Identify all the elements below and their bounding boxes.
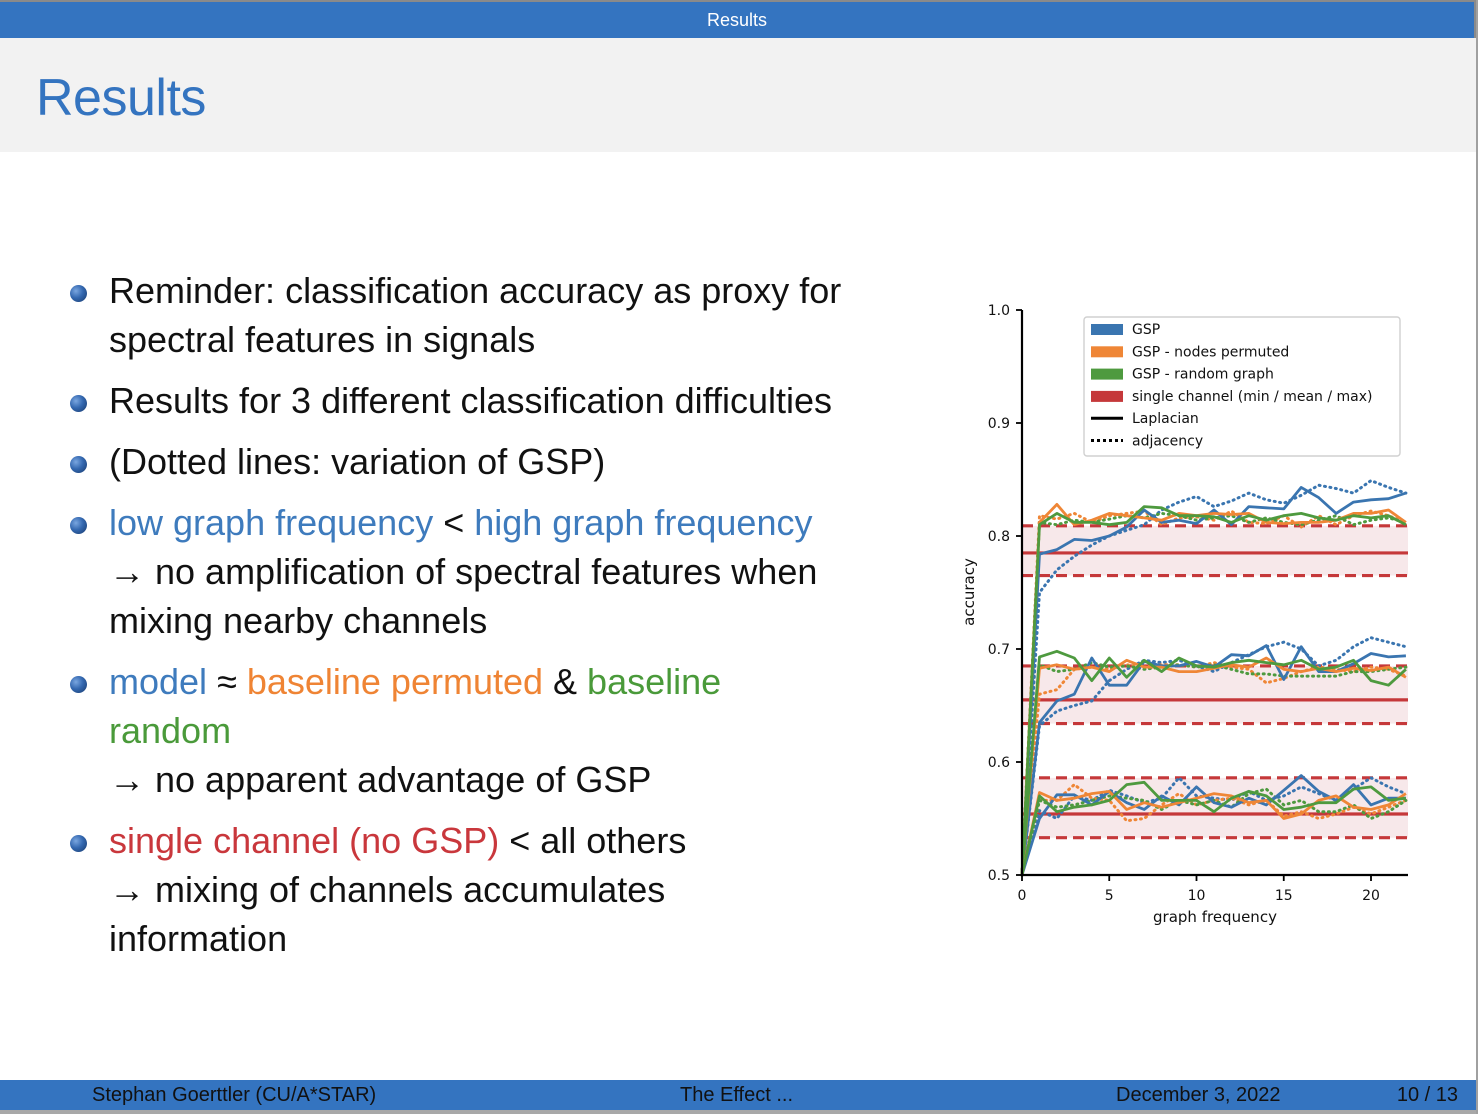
bullet-list <box>68 266 908 975</box>
bullet-ball-icon <box>70 517 87 534</box>
single-channel-text: single channel (no GSP) <box>109 820 500 861</box>
bullet-text: information <box>109 918 288 959</box>
footer-short-title: The Effect ... <box>680 1084 794 1106</box>
accuracy-chart <box>950 290 1430 940</box>
y-tick-label: 0.6 <box>987 755 1010 771</box>
x-tick-label: 5 <box>1104 888 1114 904</box>
legend-label-gsp: GSP <box>1132 322 1161 338</box>
x-tick-label: 20 <box>1362 888 1380 904</box>
bullet-ball-icon <box>70 456 87 473</box>
slide-title: Results <box>36 69 206 127</box>
legend-swatch-gsp-nodes-permuted <box>1091 346 1123 357</box>
less-than-text: < <box>433 502 475 543</box>
bullet-ball-icon <box>70 835 87 852</box>
footer-bar <box>0 1080 1476 1110</box>
legend-label-gsp-nodes-permuted: GSP - nodes permuted <box>1132 344 1290 361</box>
bullet-ball-icon <box>70 285 87 302</box>
bullet-text: → no apparent advantage of GSP <box>109 759 652 800</box>
x-tick-label: 0 <box>1017 888 1027 904</box>
bullet-ball-icon <box>70 395 87 412</box>
ampersand-text: & <box>543 661 588 702</box>
legend-swatch-gsp-random-graph <box>1091 369 1123 380</box>
model-text: model <box>109 661 208 702</box>
y-axis-label: accuracy <box>960 558 978 626</box>
y-tick-label: 0.9 <box>987 416 1010 432</box>
legend-swatch-single-channel-min-mean-max <box>1091 391 1123 402</box>
legend-label-adjacency: adjacency <box>1132 433 1204 450</box>
bullet-text: (Dotted lines: variation of GSP) <box>109 441 606 482</box>
bullet-item <box>68 498 908 645</box>
baseline-random-text-cont: random <box>109 710 232 751</box>
legend-swatch-gsp <box>1091 324 1123 335</box>
bullet-item <box>68 816 908 963</box>
bullet-text: → mixing of channels accumulates <box>109 869 666 910</box>
y-tick-label: 0.8 <box>987 529 1010 545</box>
bullet-text: → no amplification of spectral features when <box>109 551 818 592</box>
y-tick-label: 0.5 <box>987 868 1010 884</box>
bullet-text: mixing nearby channels <box>109 600 488 641</box>
bullet-ball-icon <box>70 676 87 693</box>
footer-date: December 3, 2022 <box>1116 1084 1281 1106</box>
baseline-random-text: baseline <box>587 661 722 702</box>
section-title: Results <box>706 10 768 30</box>
x-axis-label: graph frequency <box>1153 908 1277 926</box>
high-frequency-text: high graph frequency <box>474 502 813 543</box>
bullet-item <box>68 376 908 425</box>
y-tick-label: 0.7 <box>987 642 1010 658</box>
bullet-item <box>68 266 908 364</box>
bottom-edge <box>0 1110 1478 1114</box>
single-channel-band <box>1022 526 1408 576</box>
plot-clip-mask <box>1409 300 1430 880</box>
frame-title-box <box>0 38 1476 152</box>
page-number[interactable]: 10 / 13 <box>1396 1084 1458 1106</box>
bullet-text: spectral features in signals <box>109 319 536 360</box>
bullet-item <box>68 437 908 486</box>
bullet-text: Results for 3 different classification difficulties <box>109 380 833 421</box>
x-tick-label: 15 <box>1274 888 1293 904</box>
y-tick-label: 1.0 <box>987 303 1010 319</box>
approx-text: ≈ <box>207 661 247 702</box>
all-others-text: < all others <box>499 820 687 861</box>
legend-label-laplacian: Laplacian <box>1132 411 1199 428</box>
legend-label-gsp-random-graph: GSP - random graph <box>1132 366 1274 383</box>
bullet-text: Reminder: classification accuracy as proxy for <box>109 270 842 311</box>
baseline-permuted-text: baseline permuted <box>246 661 544 702</box>
footer-author: Stephan Goerttler (CU/A*STAR) <box>92 1084 377 1106</box>
x-tick-label: 10 <box>1187 888 1206 904</box>
bullet-item <box>68 657 908 804</box>
legend-label-single-channel-min-mean-max: single channel (min / mean / max) <box>1132 388 1373 405</box>
section-header-bar <box>0 0 1476 38</box>
low-frequency-text: low graph frequency <box>109 502 434 543</box>
chart-legend <box>1084 317 1400 456</box>
single-channel-band <box>1022 666 1408 724</box>
